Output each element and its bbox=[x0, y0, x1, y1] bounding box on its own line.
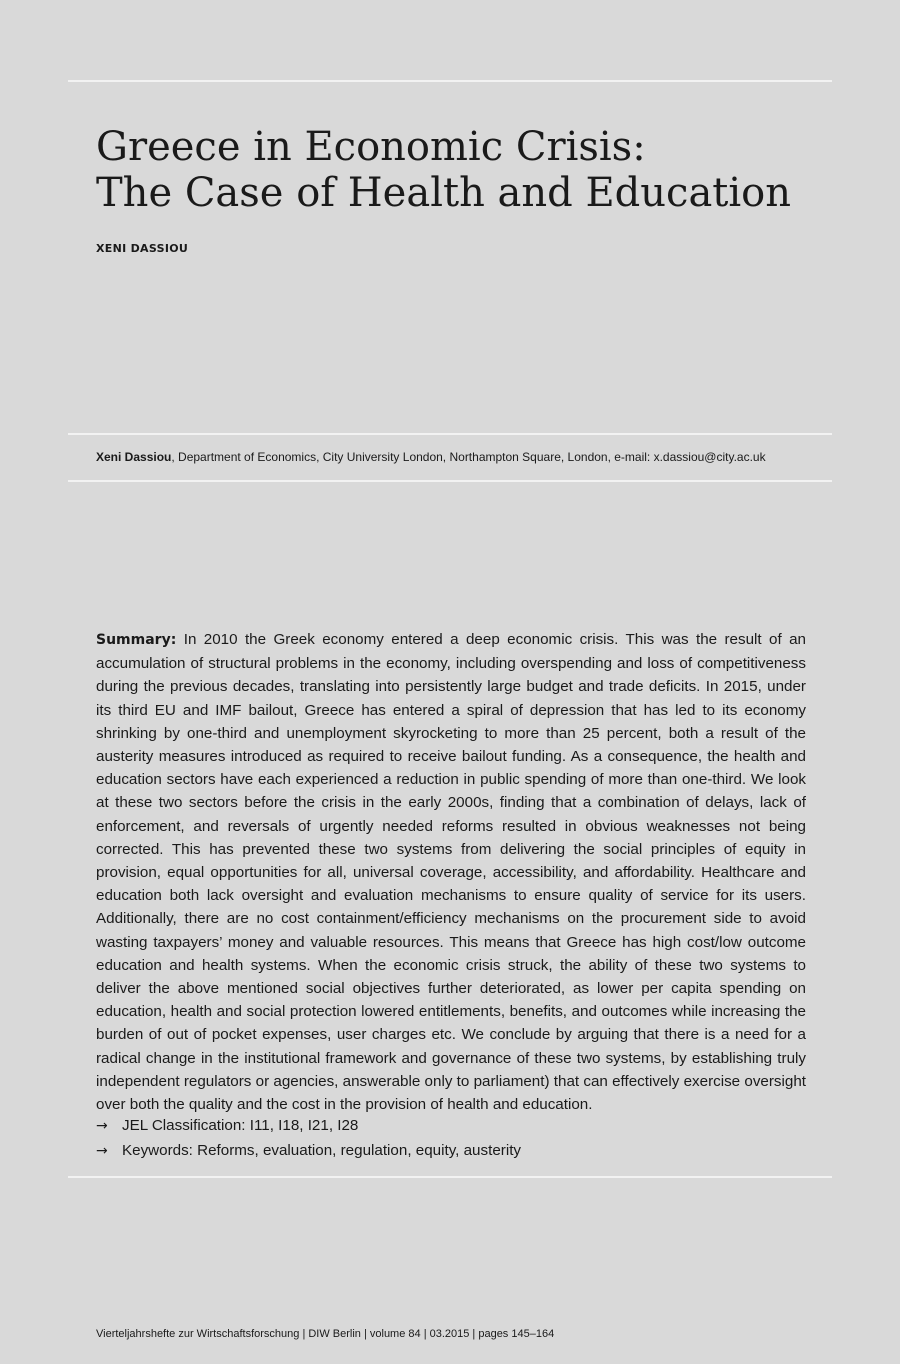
affiliation-details: , Department of Economics, City University London, Northampton Square, London, e-mail: x.dassiou@city.ac.uk bbox=[171, 450, 766, 464]
summary-paragraph bbox=[96, 628, 806, 1116]
affiliation-top-rule bbox=[68, 433, 832, 435]
journal-footer: Vierteljahrshefte zur Wirtschaftsforschung | DIW Berlin | volume 84 | 03.2015 | pages 145–164 bbox=[96, 1328, 555, 1340]
author-affiliation bbox=[96, 450, 766, 464]
keywords-item bbox=[96, 1139, 521, 1164]
arrow-right-icon: → bbox=[96, 1142, 108, 1159]
summary-label: Summary: bbox=[96, 632, 177, 648]
bottom-rule bbox=[68, 1176, 832, 1178]
affiliation-author-name: Xeni Dassiou bbox=[96, 450, 172, 464]
keywords: Keywords: Reforms, evaluation, regulation, equity, austerity bbox=[122, 1141, 522, 1159]
affiliation-bottom-rule bbox=[68, 480, 832, 482]
title-line-1: Greece in Economic Crisis: bbox=[96, 124, 646, 170]
jel-classification-item bbox=[96, 1114, 521, 1139]
article-meta-list bbox=[96, 1114, 521, 1163]
summary-text: In 2010 the Greek economy entered a deep economic crisis. This was the result of an accumulation of structural problems in the economy, including overspending and loss of competitiveness during the previous decades, translating into persistently large budget and trade deficits. In 2015, under its third EU and IMF bailout, Greece has entered a spiral of depression that has led to its economy shrinking by one-third and unemployment skyrocketing to more than 25 percent, both a result of the austerity measures introduced as required to receive bailout funding. As a consequence, the health and education sectors have each experienced a reduction in public spending of more than one-third. We look at these two sectors before the crisis in the early 2000s, finding that a combination of delays, lack of enforcement, and reversals of urgently needed reforms resulted in obvious weaknesses not being corrected. This has prevented these two systems from delivering the social principles of equity in provision, equal opportunities for all, universal coverage, accessibility, and affordability. Healthcare and education both lack oversight and evaluation mechanisms to ensure quality of service for its users. Additionally, there are no cost containment/efficiency mechanisms on the procurement side to avoid wasting taxpayers’ money and valuable resources. This means that Greece has high cost/low outcome education and health systems. When the economic crisis struck, the ability of these two systems to deliver the above mentioned social objectives further deteriorated, as lower per capita spending on education, health and social protection lowered entitlements, benefits, and outcomes while increasing the burden of out of pocket expenses, user charges etc. We conclude by arguing that there is a need for a radical change in the institutional framework and governance of these two systems, by establishing truly independent regulators or agencies, answerable only to parliament) that can effectively exercise oversight over both the quality and the cost in the provision of health and education. bbox=[96, 631, 806, 1114]
jel-classification: JEL Classification: I11, I18, I21, I28 bbox=[122, 1117, 359, 1134]
title-line-2: The Case of Health and Education bbox=[96, 170, 791, 216]
top-rule bbox=[68, 80, 832, 82]
article-title bbox=[96, 124, 836, 216]
arrow-right-icon: → bbox=[96, 1118, 108, 1134]
author-name: XENI DASSIOU bbox=[96, 242, 189, 255]
